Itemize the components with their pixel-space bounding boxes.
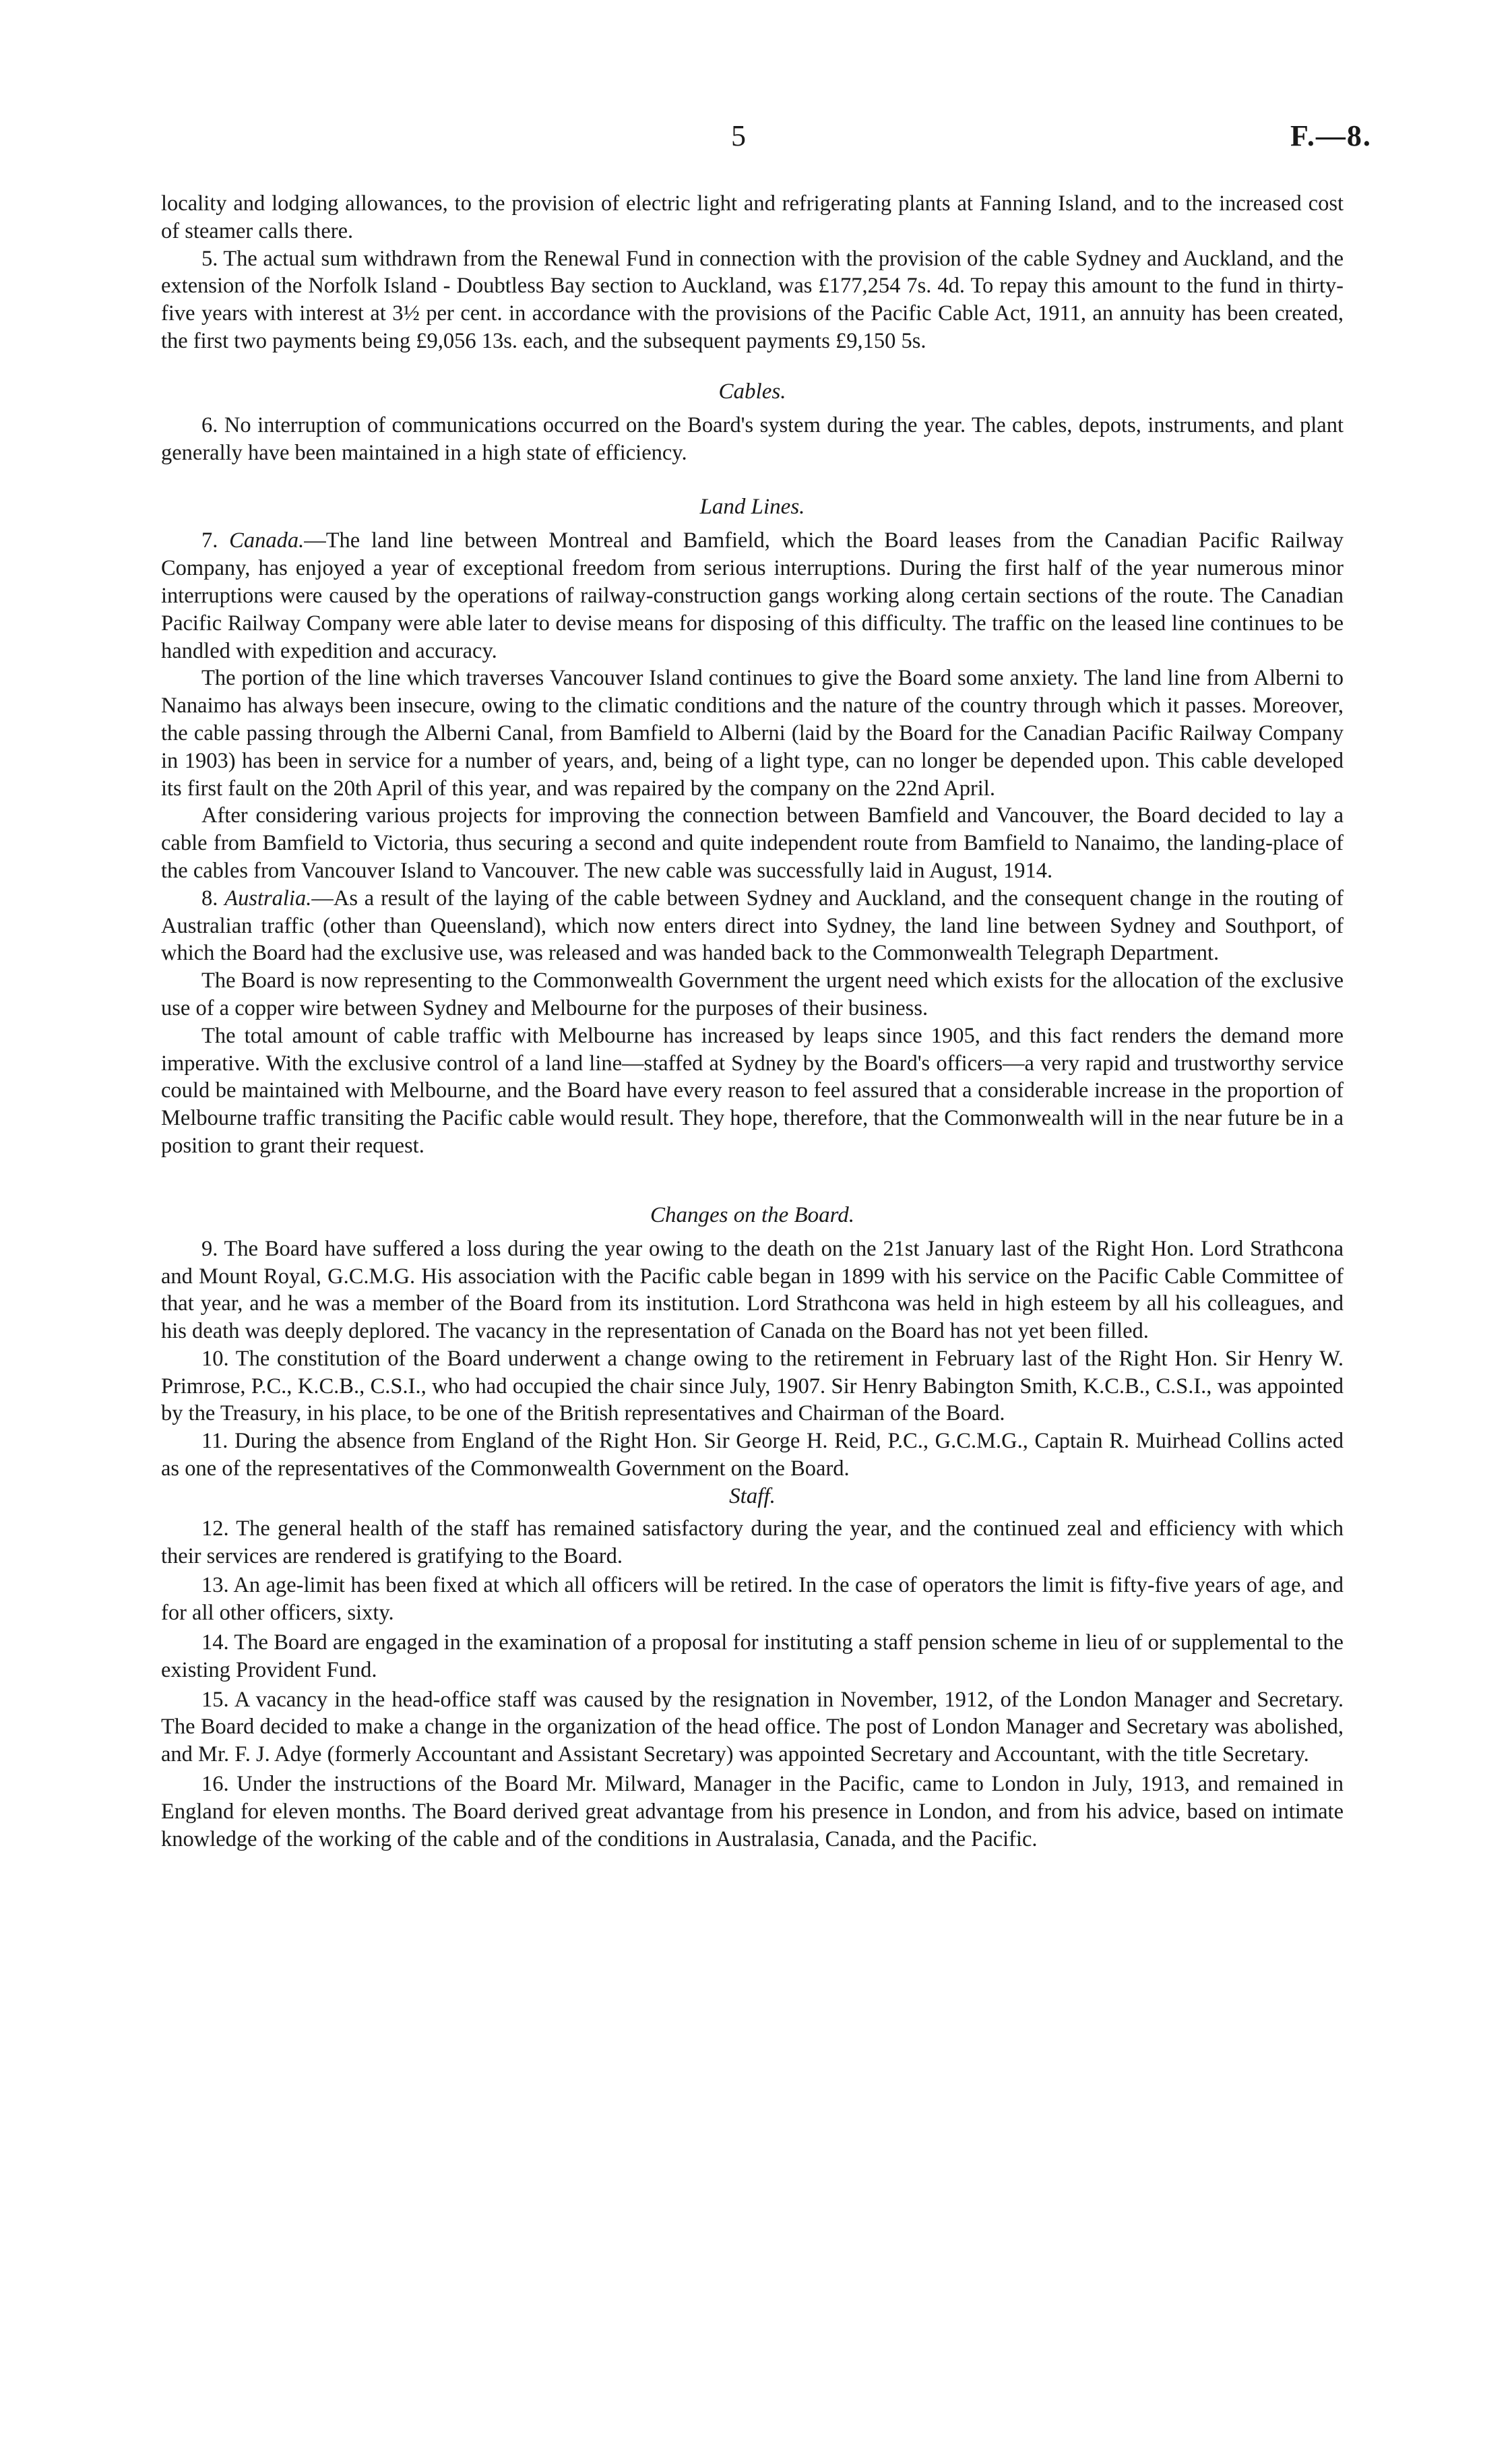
paragraph-7-number: 7.: [201, 528, 230, 553]
heading-changes-on-board: Changes on the Board.: [650, 1202, 855, 1227]
heading-land-lines: Land Lines.: [699, 495, 805, 520]
paragraph-16: 16. Under the instructions of the Board Mr. Milward, Manager in the Pacific, came to London in July, 1913, and remained in England for eleven months. The Board derived great advantage from his presence in London, and from his advice, based on intimate knowledge of the working of the cable and of the conditions in Australasia, Canada, and the Pacific.: [161, 1772, 1344, 1851]
paragraph-13: 13. An age-limit has been fixed at which all officers will be retired. In the case of operators the limit is fifty-five years of age, and for all other officers, sixty.: [161, 1573, 1344, 1626]
paragraph-7b: The portion of the line which traverses Vancouver Island continues to give the Board some anxiety. The land line from Alberni to Nanaimo has always been insecure, owing to the climatic conditions and the nature of the country through which it passes. Moreover, the cable passing through the Alberni Canal, from Bamfield to Alberni (laid by the Board for the Canadian Pacific Railway Company in 1903) has been in service for a number of years, and, being of a light type, can no longer be depended upon. This cable developed its first fault on the 20th April of this year, and was repaired by the company on the 22nd April.: [161, 666, 1344, 801]
paragraph-9: 9. The Board have suffered a loss during the year owing to the death on the 21st January last of the Right Hon. Lord Strathcona and Mount Royal, G.C.M.G. His association with the Pacific cable began in 1899 with his service on the Pacific Cable Committee of that year, and he was a member of the Board from its institution. Lord Strathcona was held in high esteem by all his colleagues, and his death was deeply deplored. The vacancy in the representation of Canada on the Board has not yet been filled.: [161, 1236, 1344, 1344]
staff-section: [161, 1515, 1344, 1853]
document-body: [161, 190, 1344, 1855]
heading-cables: Cables.: [718, 379, 786, 404]
paragraph-7: [161, 527, 1344, 665]
paragraph-14: 14. The Board are engaged in the examination of a proposal for instituting a staff pension scheme in lieu of or supplemental to the existing Provident Fund.: [161, 1630, 1344, 1682]
paragraph-5: 5. The actual sum withdrawn from the Renewal Fund in connection with the provision of the cable Sydney and Auckland, and the extension of the Norfolk Island - Doubtless Bay section to Auckland, was £177,254 7s. 4d. To repay this amount to the fund in thirty-five years with interest at 3½ per cent. in accordance with the provisions of the Pacific Cable Act, 1911, an annuity has been created, the first two payments being £9,056 13s. each, and the subsequent payments £9,150 5s.: [161, 246, 1344, 353]
paragraph-8c: The total amount of cable traffic with Melbourne has increased by leaps since 1905, and this fact renders the demand more imperative. With the exclusive control of a land line—staffed at Sydney by the Board's officers—a very rapid and trustworthy service could be maintained with Melbourne, and the Board have every reason to feel assured that a considerable increase in the proportion of Melbourne traffic transiting the Pacific cable would result. They hope, therefore, that the Commonwealth will in the near future be in a position to grant their request.: [161, 1023, 1344, 1158]
page-number: 5: [731, 119, 747, 152]
document-reference: F.—8.: [1290, 119, 1372, 152]
paragraph-8b: The Board is now representing to the Commonwealth Government the urgent need which exists for the allocation of the exclusive use of a copper wire between Sydney and Melbourne for the purposes of their business.: [161, 968, 1344, 1020]
paragraph-continuation: locality and lodging allowances, to the provision of electric light and refrigerating plants at Fanning Island, and to the increased cost of steamer calls there.: [161, 191, 1344, 243]
paragraph-7-text: —The land line between Montreal and Bamfield, which the Board leases from the Canadian Pacific Railway Company, has enjoyed a year of exceptional freedom from serious interruptions. During the first half of the year numerous minor interruptions were caused by the operations of railway-construction gangs working along certain sections of the route. The Canadian Pacific Railway Company were able later to devise means for disposing of this difficulty. The traffic on the leased line continues to be handled with expedition and accuracy.: [161, 528, 1344, 663]
heading-staff: Staff.: [729, 1483, 776, 1508]
paragraph-8-number: 8.: [201, 886, 225, 911]
paragraph-10: 10. The constitution of the Board underwent a change owing to the retirement in February last of the Right Hon. Sir Henry W. Primrose, P.C., K.C.B., C.S.I., who had occupied the chair since July, 1907. Sir Henry Babington Smith, K.C.B., C.S.I., was appointed by the Treasury, in his place, to be one of the British representatives and Chairman of the Board.: [161, 1346, 1344, 1426]
paragraph-7-lead: Canada.: [229, 528, 305, 553]
paragraph-15: 15. A vacancy in the head-office staff was caused by the resignation in November, 1912, of the London Manager and Secretary. The Board decided to make a change in the organization of the head office. The post of London Manager and Secretary was abolished, and Mr. F. J. Adye (formerly Accountant and Assistant Secretary) was appointed Secretary and Accountant, with the title Secretary.: [161, 1687, 1344, 1767]
paragraph-8-lead: Australia.: [224, 886, 312, 911]
paragraph-12: 12. The general health of the staff has remained satisfactory during the year, and the continued zeal and efficiency with which their services are rendered is gratifying to the Board.: [161, 1516, 1344, 1568]
paragraph-11: 11. During the absence from England of the Right Hon. Sir George H. Reid, P.C., G.C.M.G., Captain R. Muirhead Collins acted as one of the representatives of the Commonwealth Government on the Board.: [161, 1429, 1344, 1481]
paragraph-8-text: —As a result of the laying of the cable between Sydney and Auckland, and the consequent change in the routing of Australian traffic (other than Queensland), which now enters direct into Sydney, the land line between Sydney and Southport, of which the Board had the exclusive use, was released and was handed back to the Commonwealth Telegraph Department.: [161, 886, 1344, 966]
paragraph-7c: After considering various projects for improving the connection between Bamfield and Vancouver, the Board decided to lay a cable from Bamfield to Victoria, thus securing a second and quite independent route from Bamfield to Nanaimo, the landing-place of the cables from Vancouver Island to Vancouver. The new cable was successfully laid in August, 1914.: [161, 803, 1344, 883]
paragraph-8: [161, 885, 1344, 967]
paragraph-6: 6. No interruption of communications occurred on the Board's system during the year. The cables, depots, instruments, and plant generally have been maintained in a high state of efficiency.: [161, 412, 1344, 465]
